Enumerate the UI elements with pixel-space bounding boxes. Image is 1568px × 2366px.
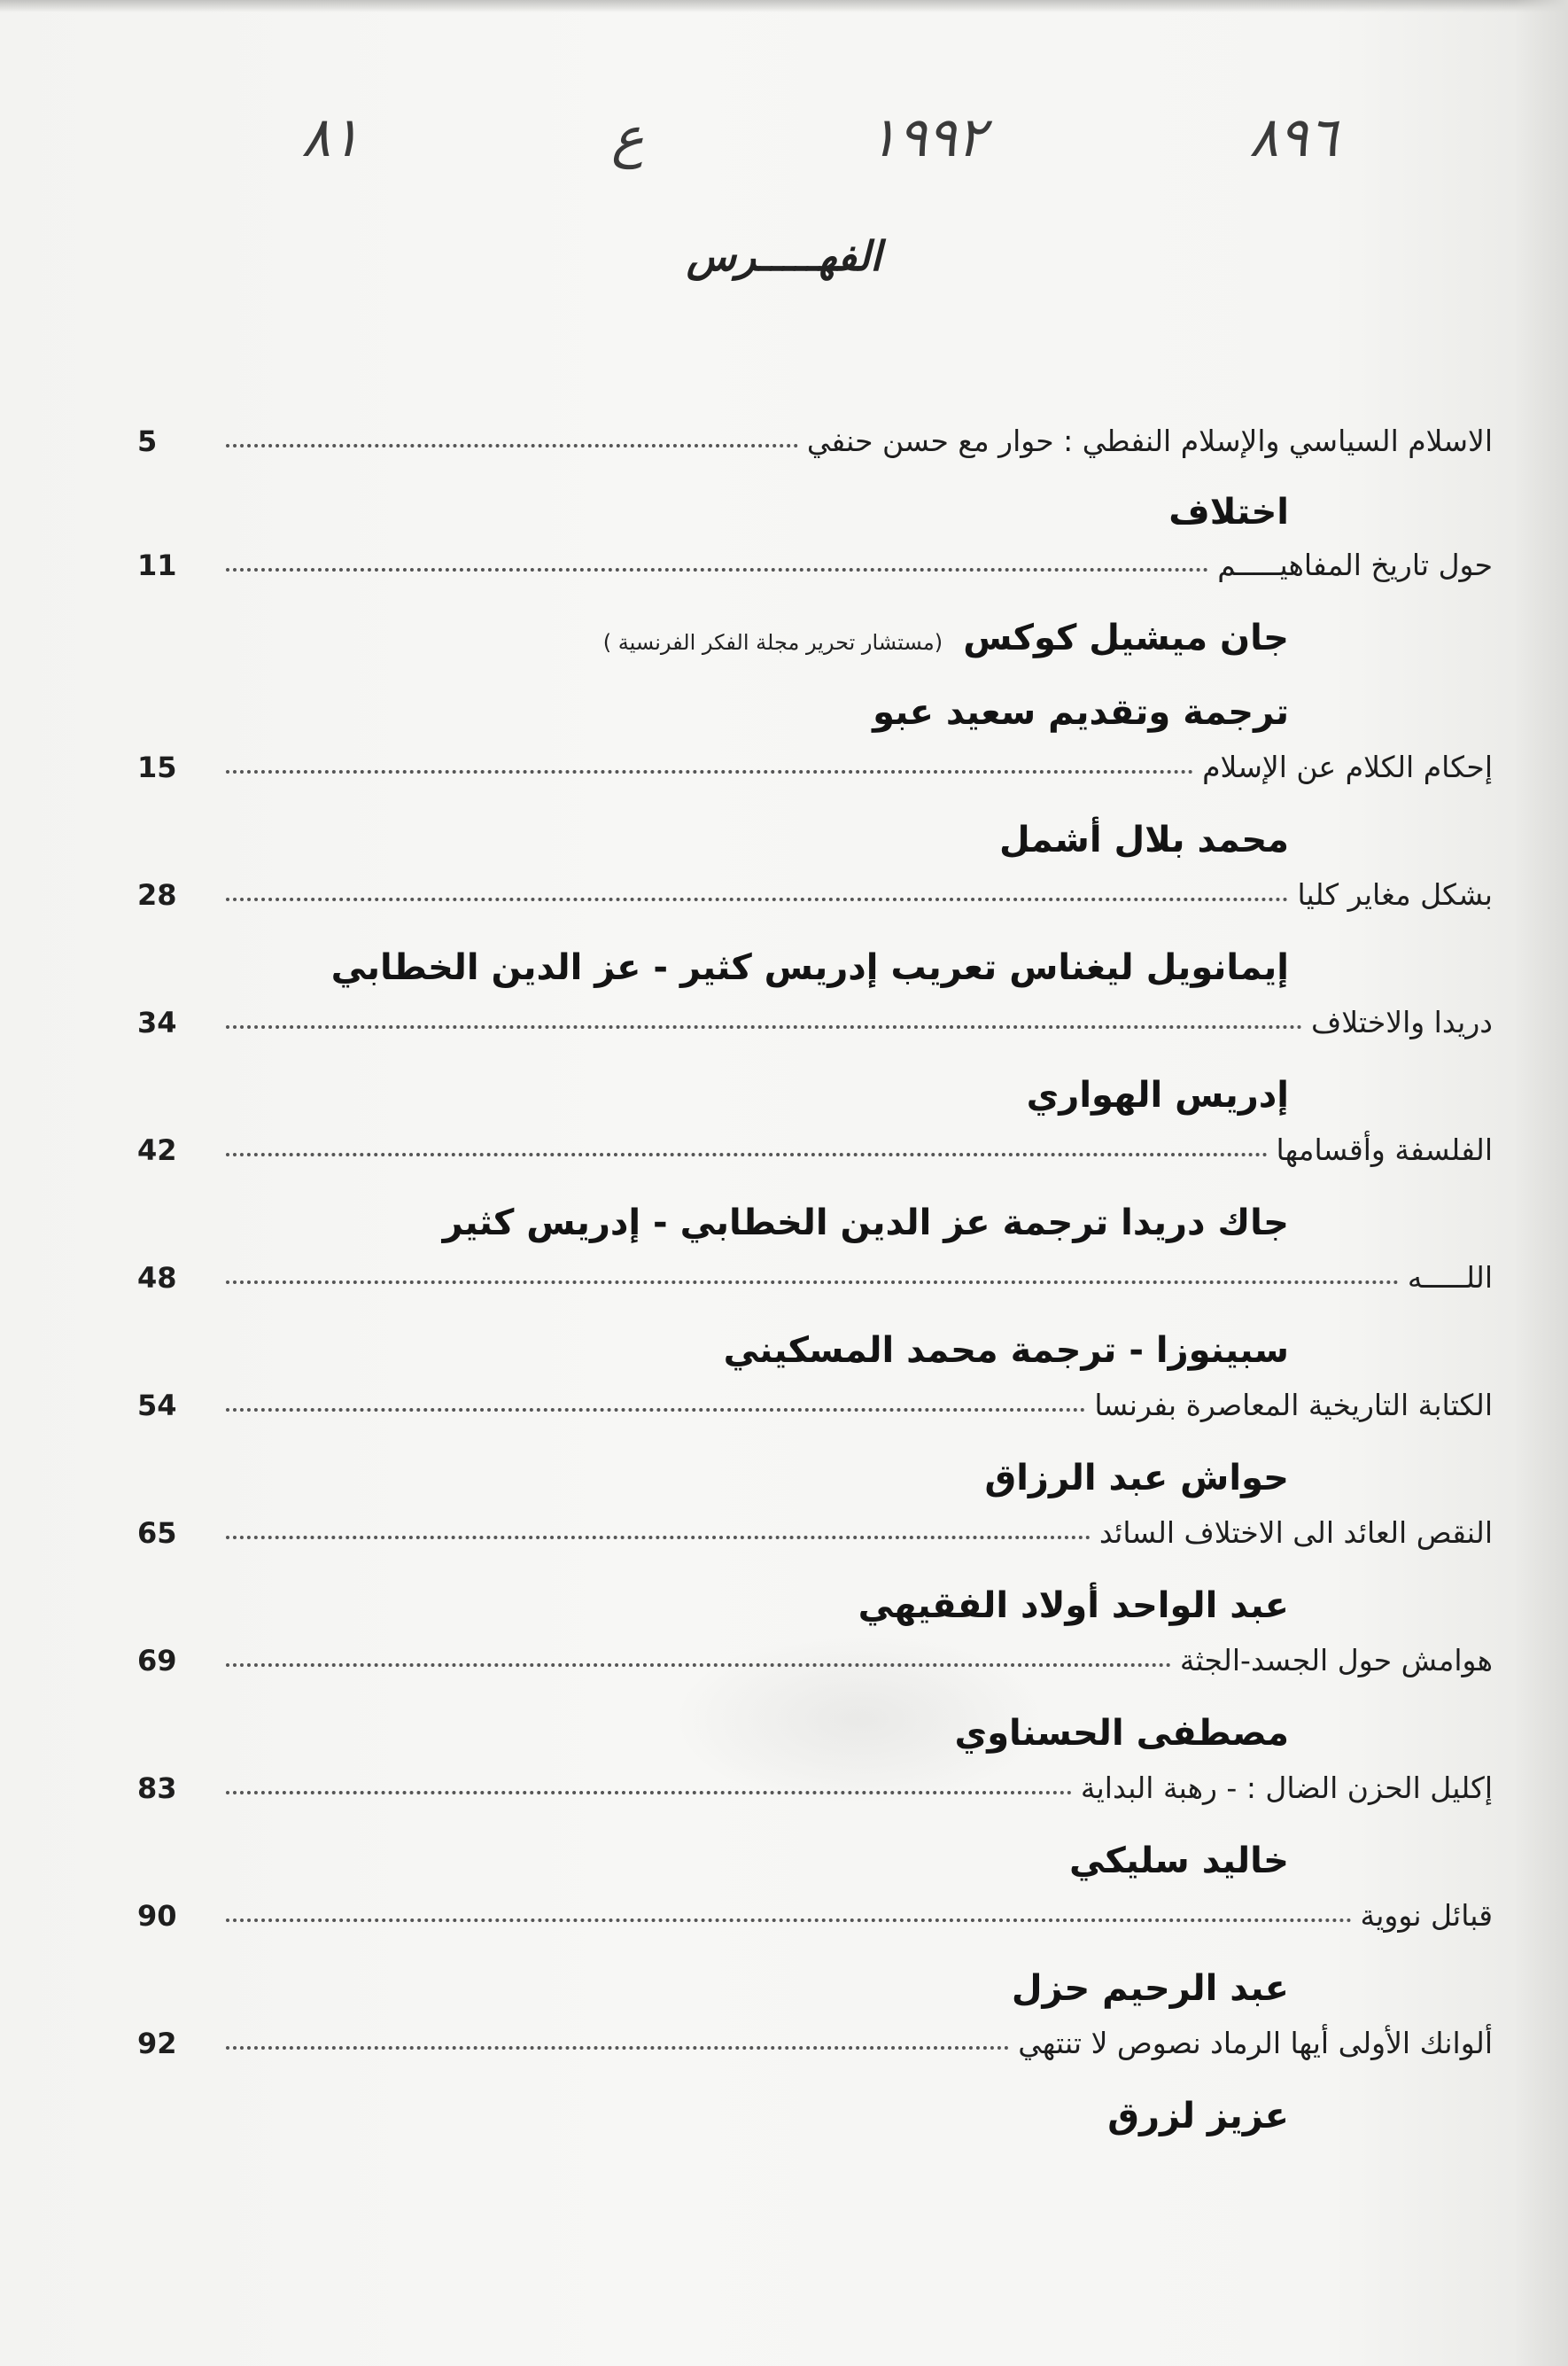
toc-entry-title: الاسلام السياسي والإسلام النفطي : حوار مع حسن حنفي	[806, 424, 1493, 458]
toc-author-line	[137, 1186, 1493, 1260]
toc-entry-title: اللـــــه	[1407, 1260, 1493, 1295]
toc-author-name: عزيز لزرق	[1107, 2096, 1289, 2136]
toc-author-name: خاليد سليكي	[1069, 1841, 1289, 1881]
scan-top-edge	[0, 0, 1568, 12]
toc-page-number: 28	[137, 878, 177, 912]
toc-entry-title: إكليل الحزن الضال : - رهبة البداية	[1080, 1771, 1493, 1805]
toc-entry-title: هوامش حول الجسد-الجثة	[1179, 1643, 1493, 1677]
toc-page-number: 90	[137, 1899, 177, 1933]
toc-entry-8	[137, 1388, 1493, 1441]
handwritten-mark-4: ٨١	[301, 105, 361, 169]
toc-author-line	[137, 1568, 1493, 1643]
toc-entry-12	[137, 1898, 1493, 1951]
toc-author-name: محمد بلال أشمل	[998, 820, 1289, 860]
toc-author-name: سبينوزا - ترجمة محمد المسكيني	[723, 1330, 1289, 1371]
dot-leader	[226, 1663, 1171, 1667]
toc-author-line	[137, 675, 1493, 750]
toc-author-line	[137, 1313, 1493, 1388]
dot-leader	[226, 1791, 1072, 1794]
handwritten-mark-1: ٨٩٦	[1249, 105, 1338, 169]
toc-author-name: مصطفى الحسناوي	[954, 1713, 1289, 1754]
handwritten-annotations	[266, 105, 1417, 202]
handwritten-mark-2: ١٩٩٢	[868, 105, 987, 169]
toc-entry-9	[137, 1515, 1493, 1568]
toc-author-note: (مستشار تحرير مجلة الفكر الفرنسية )	[602, 630, 943, 655]
toc-entry-title: إحكام الكلام عن الإسلام	[1202, 750, 1493, 784]
toc-entry-title: بشكل مغاير كليا	[1297, 877, 1493, 912]
dot-leader	[226, 1536, 1091, 1539]
toc-entry-4	[137, 877, 1493, 930]
dot-leader	[226, 444, 798, 448]
toc-author-name: جاك دريدا ترجمة عز الدين الخطابي - إدريس كثير	[442, 1202, 1289, 1243]
dot-leader	[226, 2046, 1009, 2050]
toc-entry-title: ألوانك الأولى أيها الرماد نصوص لا تنتهي	[1018, 2026, 1493, 2060]
toc-author-name: حواش عبد الرزاق	[984, 1458, 1289, 1498]
toc-entry-title: قبائل نووية	[1360, 1898, 1493, 1933]
toc-page-number: 83	[137, 1771, 177, 1805]
toc-page-number: 15	[137, 751, 177, 784]
dot-leader	[226, 568, 1208, 572]
toc-entry-11	[137, 1771, 1493, 1824]
toc-author-line	[137, 601, 1493, 675]
dot-leader	[226, 898, 1288, 901]
toc-page-number: 5	[137, 424, 158, 458]
toc-entry-6	[137, 1132, 1493, 1186]
toc-entry-13	[137, 2026, 1493, 2079]
handwritten-mark-3: ع	[611, 105, 644, 169]
dot-leader	[226, 1025, 1302, 1029]
table-of-contents	[137, 424, 1493, 2153]
toc-page-number: 69	[137, 1644, 177, 1677]
toc-entry-10	[137, 1643, 1493, 1696]
toc-author-line	[137, 1824, 1493, 1898]
dot-leader	[226, 1918, 1352, 1922]
toc-entry-title: النقص العائد الى الاختلاف السائد	[1098, 1515, 1493, 1550]
toc-entry-1	[137, 424, 1493, 477]
toc-author-line	[137, 2079, 1493, 2153]
toc-page-number: 92	[137, 2027, 177, 2060]
toc-page-number: 65	[137, 1516, 177, 1550]
toc-author-name: إيمانويل ليغناس تعريب إدريس كثير - عز الدين الخطابي	[330, 947, 1289, 988]
toc-author-name: إدريس الهواري	[1026, 1075, 1289, 1116]
toc-author-name: ترجمة وتقديم سعيد عبو	[873, 692, 1289, 733]
toc-entry-2	[137, 548, 1493, 601]
toc-author-name: جان ميشيل كوكس	[963, 618, 1289, 658]
toc-page-number: 34	[137, 1006, 177, 1039]
toc-page-number: 48	[137, 1261, 177, 1295]
toc-author-line	[137, 1058, 1493, 1132]
dot-leader	[226, 1408, 1085, 1412]
toc-author-name: عبد الرحيم حزل	[1011, 1968, 1289, 2009]
toc-author-name: عبد الواحد أولاد الفقيهي	[858, 1585, 1289, 1626]
page-title: الفهـــــرس	[686, 232, 882, 280]
toc-entry-5	[137, 1005, 1493, 1058]
toc-entry-title: الكتابة التاريخية المعاصرة بفرنسا	[1094, 1388, 1493, 1422]
dot-leader	[226, 770, 1193, 774]
toc-author-line	[137, 1951, 1493, 2026]
toc-entry-3	[137, 750, 1493, 803]
toc-entry-title: الفلسفة وأقسامها	[1276, 1132, 1493, 1167]
dot-leader	[226, 1280, 1399, 1284]
toc-entry-title: حول تاريخ المفاهيـــــم	[1217, 548, 1493, 582]
scan-right-edge	[1515, 0, 1568, 2366]
toc-author-line	[137, 1441, 1493, 1515]
section-heading: اختلاف	[1168, 492, 1289, 533]
toc-author-line	[137, 1696, 1493, 1771]
toc-author-line	[137, 803, 1493, 877]
dot-leader	[226, 1153, 1268, 1156]
toc-entry-7	[137, 1260, 1493, 1313]
toc-page-number: 42	[137, 1133, 177, 1167]
toc-page-number: 54	[137, 1389, 177, 1422]
toc-page-number: 11	[137, 549, 177, 582]
toc-author-line	[137, 930, 1493, 1005]
toc-entry-title: دريدا والاختلاف	[1311, 1005, 1493, 1039]
